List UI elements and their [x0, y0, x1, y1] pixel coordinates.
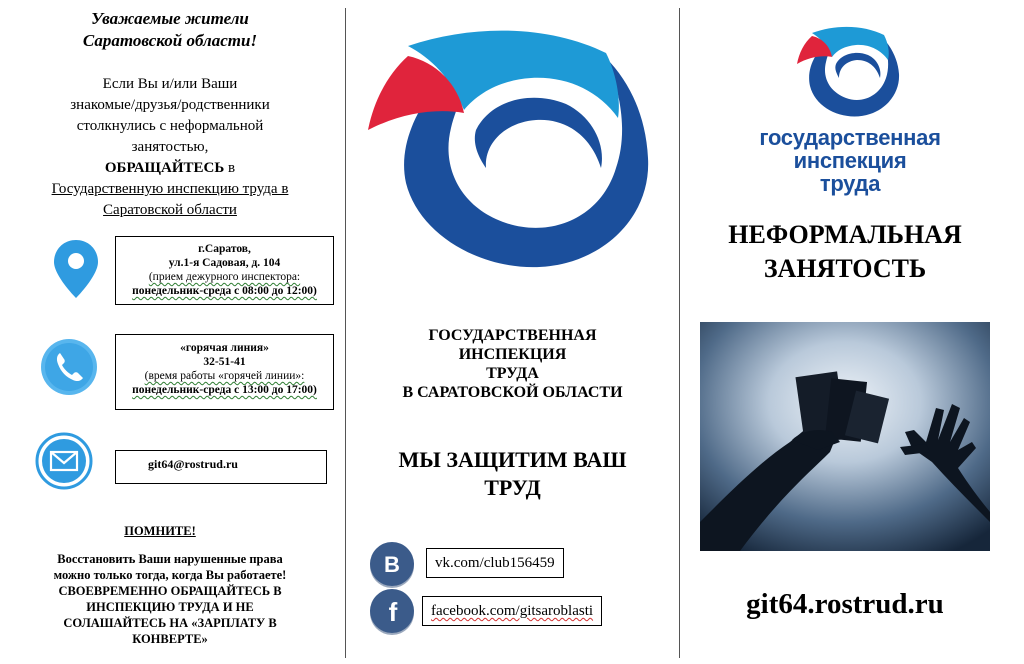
org-line: ТРУДА	[486, 365, 539, 382]
logo-text-line: труда	[819, 171, 881, 196]
remember-title: ПОМНИТЕ!	[124, 524, 196, 538]
website[interactable]	[690, 588, 1000, 621]
intro-line: Если Вы и/или Ваши	[102, 76, 238, 92]
appeal-target-line: Саратовской области	[103, 202, 237, 218]
remember-line: Восстановить Ваши нарушенные права	[57, 552, 283, 566]
logo-text	[730, 126, 970, 195]
email-icon	[35, 432, 93, 490]
hotline-hours: понедельник-среда с 13:00 до 17:00)	[132, 384, 317, 396]
org-line: ГОСУДАРСТВЕННАЯ	[428, 327, 597, 344]
appeal-target-line: Государственную инспекцию труда в	[51, 181, 289, 197]
hotline-box	[115, 334, 334, 410]
appeal-in: в	[224, 160, 236, 176]
greeting-line: Уважаемые жители	[91, 9, 249, 28]
hotline-number: 32-51-41	[203, 356, 246, 368]
greeting	[20, 8, 320, 52]
intro-line: занятостью,	[131, 139, 209, 155]
remember-text	[10, 551, 330, 647]
address-hours-note: (прием дежурного инспектора:	[148, 271, 301, 283]
slogan-line: МЫ ЗАЩИТИМ ВАШ	[398, 447, 627, 472]
facebook-link-text[interactable]: facebook.com/gitsaroblasti	[431, 603, 594, 619]
appeal-bold: ОБРАЩАЙТЕСЬ	[104, 160, 225, 176]
org-line: В САРАТОВСКОЙ ОБЛАСТИ	[402, 384, 623, 401]
remember-line: ИНСПЕКЦИЮ ТРУДА И НЕ	[86, 600, 254, 614]
organization-name	[355, 326, 670, 402]
remember-line: КОНВЕРТЕ»	[132, 632, 208, 646]
remember-line: можно только тогда, когда Вы работаете!	[53, 568, 287, 582]
title-line: НЕФОРМАЛЬНАЯ	[728, 220, 962, 249]
intro-line: столкнулись с неформальной	[76, 118, 264, 134]
vk-link-text[interactable]: vk.com/club156459	[435, 555, 555, 571]
address-city: г.Саратов,	[198, 243, 251, 255]
intro-text	[10, 74, 330, 221]
hotline-hours-note: (время работы «горячей линии»:	[144, 370, 305, 382]
facebook-link[interactable]	[422, 596, 602, 626]
brochure-title	[690, 218, 1000, 286]
slogan-line: ТРУД	[484, 475, 541, 500]
informal-payment-photo	[700, 322, 990, 551]
remember-line: СВОЕВРЕМЕННО ОБРАЩАЙТЕСЬ В	[58, 584, 282, 598]
divider-right	[679, 8, 680, 658]
email-box	[115, 450, 327, 484]
address-hours: понедельник-среда с 08:00 до 12:00)	[132, 285, 317, 297]
appeal-line	[10, 158, 330, 179]
logo-text-line: инспекция	[793, 148, 907, 173]
email-address: git64@rostrud.ru	[148, 457, 238, 471]
location-pin-icon	[52, 238, 100, 300]
org-line: ИНСПЕКЦИЯ	[458, 346, 567, 363]
svg-text:f: f	[388, 597, 398, 627]
emblem-logo-small	[796, 22, 902, 122]
greeting-line: Саратовской области!	[82, 31, 258, 50]
logo-text-line: государственная	[759, 125, 941, 150]
title-line: ЗАНЯТОСТЬ	[763, 254, 927, 283]
divider-left	[345, 8, 346, 658]
intro-line: знакомые/друзья/родственники	[70, 97, 270, 113]
facebook-icon[interactable]	[368, 588, 416, 636]
slogan	[355, 446, 670, 502]
remember-line: СОЛАШАЙТЕСЬ НА «ЗАРПЛАТУ В	[63, 616, 277, 630]
svg-text:B: B	[384, 552, 400, 577]
phone-icon	[40, 338, 98, 396]
vk-icon[interactable]	[368, 541, 416, 589]
emblem-logo-large	[366, 18, 656, 283]
vk-link[interactable]	[426, 548, 564, 578]
hotline-title: «горячая линия»	[180, 342, 269, 354]
address-box	[115, 236, 334, 305]
website-text[interactable]: git64.rostrud.ru	[746, 588, 944, 620]
address-street: ул.1-я Садовая, д. 104	[168, 257, 281, 269]
